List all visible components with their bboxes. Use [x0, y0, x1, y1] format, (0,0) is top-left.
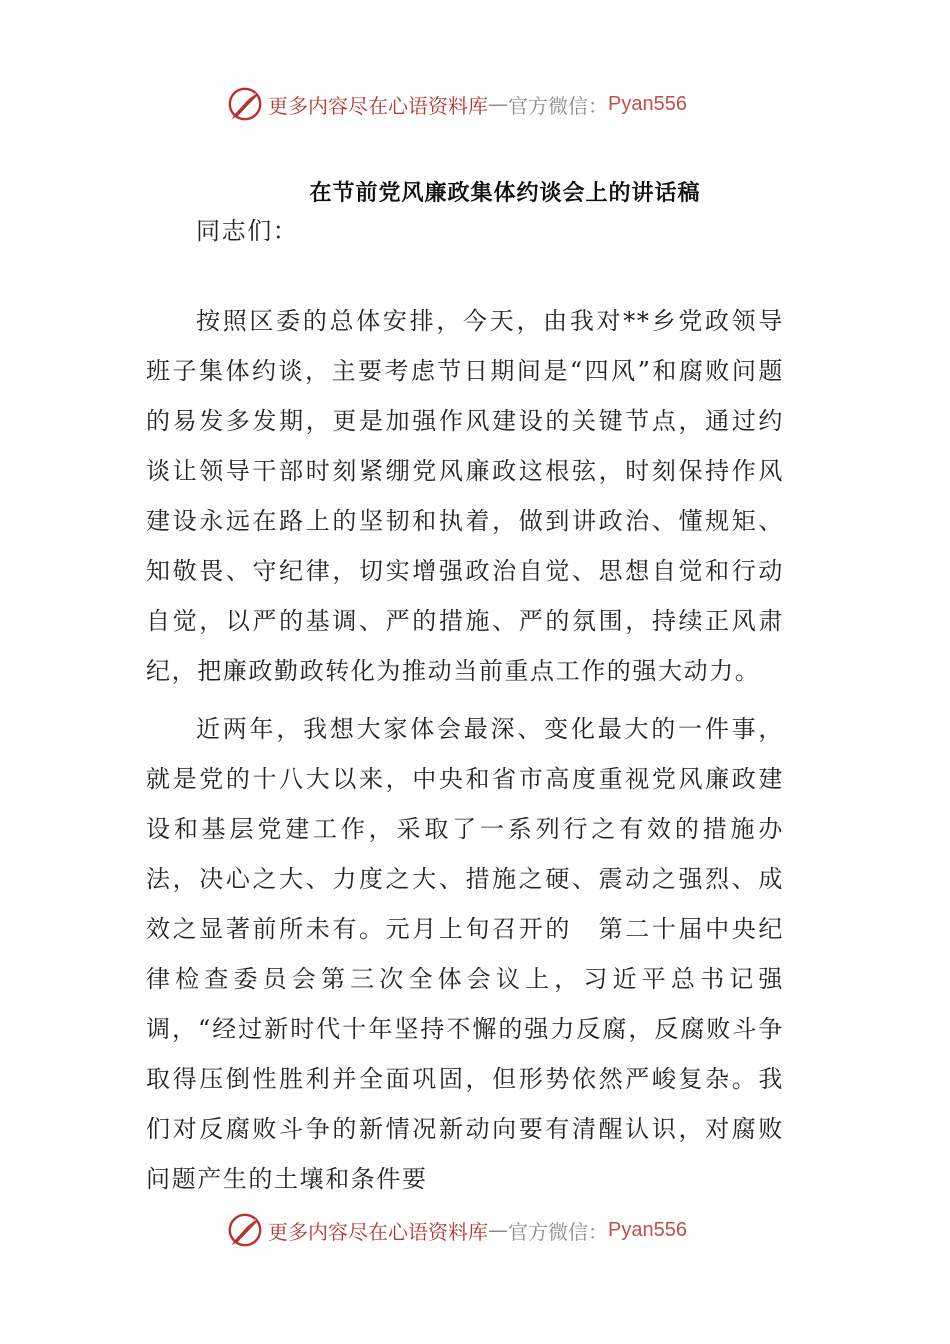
- watermark-account-label: 官方微信：: [508, 93, 608, 118]
- watermark-account-label: 官方微信：: [508, 1219, 608, 1244]
- quill-logo-icon: [226, 85, 264, 123]
- document-title: 在节前党风廉政集体约谈会上的讲话稿: [309, 181, 701, 206]
- watermark-separator: —: [488, 1218, 508, 1242]
- watermark-main-text: 更多内容尽在心语资料库: [268, 1219, 488, 1244]
- salutation: 同志们：: [196, 217, 299, 245]
- header-watermark: [226, 84, 746, 124]
- paragraph-2: 近两年，我想大家体会最深、变化最大的一件事，就是党的十八大以来，中央和省市高度重视党风廉政建设和基层党建工作，采取了一系列行之有效的措施办法，决心之大、力度之大、措施之硬、震动之强烈、成效之显著前所未有。元月上旬召开的 第二十届中央纪律检查委员会第三次全体会议上，习近平总书记强调，“经过新时代十年坚持不懈的强力反腐，反腐败斗争取得压倒性胜利并全面巩固，但形势依然严峻复杂。我们对反腐败斗争的新情况新动向要有清醒认识，对腐败问题产生的土壤和条件要: [146, 715, 784, 1193]
- watermark-main-text: 更多内容尽在心语资料库: [268, 93, 488, 118]
- paragraph-1: 按照区委的总体安排，今天，由我对**乡党政领导班子集体约谈，主要考虑节日期间是“四风”和腐败问题的易发多发期，更是加强作风建设的关键节点，通过约谈让领导干部时刻紧绷党风廉政这根弦，时刻保持作风建设永远在路上的坚韧和执着，做到讲政治、懂规矩、知敬畏、守纪律，切实增强政治自觉、思想自觉和行动自觉，以严的基调、严的措施、严的氛围，持续正风肃纪，把廉政勤政转化为推动当前重点工作的强大动力。: [146, 307, 784, 685]
- quill-logo-icon: [226, 1211, 264, 1249]
- watermark-separator: —: [488, 92, 508, 116]
- watermark-account-id: Pyan556: [608, 1218, 687, 1241]
- watermark-account-id: Pyan556: [608, 92, 687, 115]
- footer-watermark: [226, 1210, 746, 1250]
